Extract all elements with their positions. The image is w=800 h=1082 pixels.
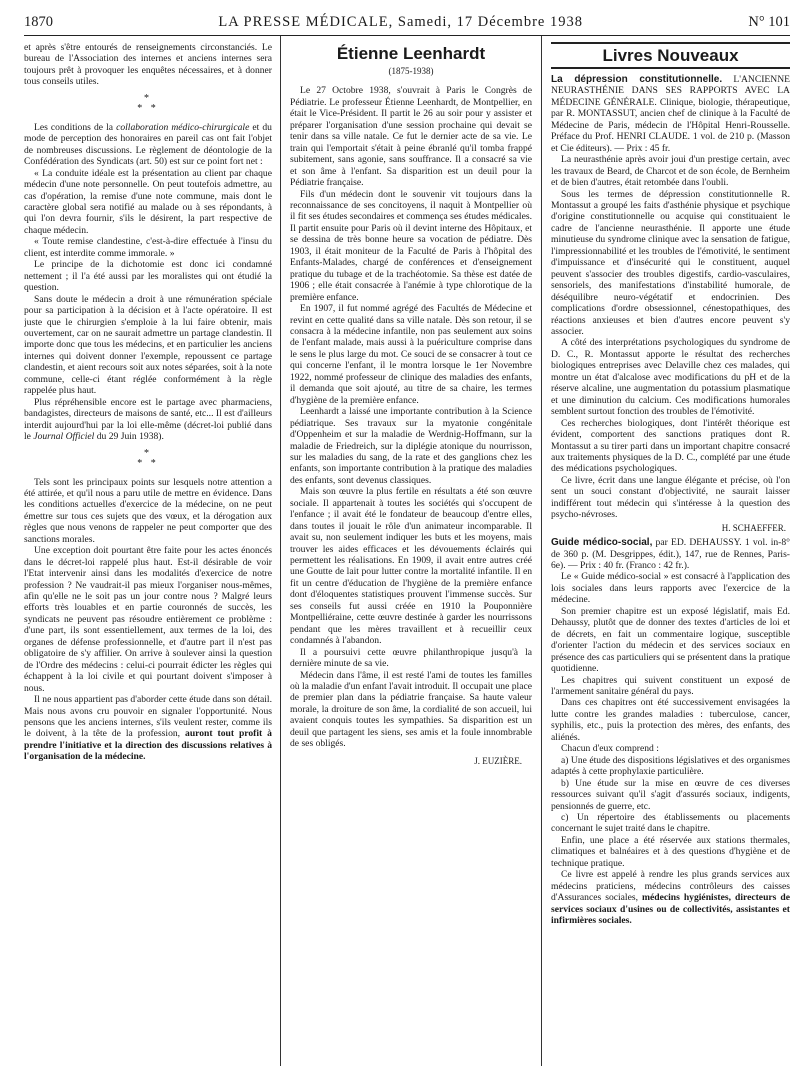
paragraph: Le « Guide médico-social » est consacré à l'application des lois sociales dans leurs rapports avec l'exercice de la médecine. xyxy=(551,571,790,606)
book-entry-heading: La dépression constitutionnelle. L'ANCIENNE NEURASTHÉNIE DANS SES RAPPORTS AVEC LA MÉDECINE GÉNÉRALE. Clinique, biologie, thérapeutique, par R. MONTASSUT, ancien chef de clinique à la Faculté de Médecine de Paris, médecin de l'Hôpital Henri-Rousselle. Préface du Prof. HENRI CLAUDE. 1 vol. de 210 p. (Masson et Cie éditeurs). — Prix : 45 fr. xyxy=(551,74,790,154)
paragraph: Sans doute le médecin a droit à une rémunération spéciale pour sa participation à la décision et à l'acte opératoire. Il est juste que le chirurgien s'emploie à la lui faire obtenir, mais ouvertement, car on ne saurait admettre un partage clandestin. Il importe donc que tous les médecins, et en particulier les anciens internes qui doivent donner l'exemple, repoussent ce partage clandestin, et aient recours soit aux notes séparées, soit à la note commune, celle-ci étant réglée conformément à la règle rappelée plus haut. xyxy=(24,293,272,397)
paragraph: Médecin dans l'âme, il est resté l'ami de toutes les familles où la maladie d'un enfant l'avait introduit. Il occupait une place de premier plan dans la pédiatrie française. Sa haute valeur morale, la droiture de son âme, la cordialité de son accueil, lui avaient conquis toutes les sympathies. Sa disparition est un deuil que partagent les siens, ses amis et la foule innombrable de ses obligés. xyxy=(290,669,532,750)
paragraph: Fils d'un médecin dont le souvenir vit toujours dans la reconnaissance de ses concitoyens, il naquit à Montpellier où il fit ses études secondaires et commença ses études médicales. Il partit ensuite pour Paris où il devint interne des Hôpitaux, et se dessina de très bonne heure sa vocation de pédiatre. Dès 1903, il était moniteur de la Faculté de Paris à l'hôpital des Enfants-Malades, chargé de conférences et d'enseignement pratique du tubage et de la trachéotomie. Sa thèse est datée de 1906 ; elle était consacrée à l'anémie à type chlorotique de la première enfance. xyxy=(290,188,532,303)
section-title: Livres Nouveaux xyxy=(551,42,790,69)
publication-title: LA PRESSE MÉDICALE, Samedi, 17 Décembre 1938 xyxy=(218,14,583,30)
column-middle xyxy=(280,36,542,1066)
paragraph: Mais son œuvre la plus fertile en résultats a été son œuvre sociale. Il appartenait à toutes les sociétés qui s'occupent de l'enfance ; il avait été le fondateur de beaucoup d'entre elles, dans toutes il jouait le rôle d'un animateur incomparable. Il avait su, non seulement indiquer les buts et les moyens, mais trouver les aides efficaces et les dévouements éclairés qui permettent les réalisations. En 1909, il avait entre autres créé une Goutte de lait pour lutter contre la mortalité infantile. Il en fit un centre d'éducation de l'hygiène de la première enfance dont d'éloquentes statistiques prouvent l'immense succès. Sur ses conseils fut aussi créée en 1910 la Pouponnière Montpelliéraine, cette œuvre destinée à garder les nourrissons pendant que les mères travaillent et à recueillir ceux condamnés à l'abandon. xyxy=(290,486,532,647)
page-header xyxy=(24,12,790,32)
paragraph: Leenhardt a laissé une importante contribution à la Science pédiatrique. Ses travaux sur la myatonie congénitale d'Oppenheim et sur la maladie de Werdnig-Hoffmann, sur la maladie de Friedreich, sur la diplégie atonique du nourrisson, sur les maladies du sang, de la rate et des ganglions chez les enfants, son importante contribution à la pratique des maladies des enfants, sont devenus classiques. xyxy=(290,406,532,486)
page-number: 1870 xyxy=(24,14,53,30)
paragraph: En 1907, il fut nommé agrégé des Facultés de Médecine et revint en cette qualité dans sa ville natale. Dès son retour, il se consacra à la médecine infantile, non pas seulement aux soins de l'enfant malade, mais aussi à la puériculture comprise dans le sens le plus large du mot. Ce souci de se consacrer à tout ce qui concerne l'enfant, il le montra lorsque le 1er Novembre 1922, nommé professeur de clinique des maladies des enfants, il demanda que soit ajouté, au titre de sa chaire, les termes d'hygiène de la première enfance. xyxy=(290,303,532,406)
paragraph: Les conditions de la collaboration médico-chirurgicale et du mode de perception des honoraires en pareil cas ont fait l'objet de nombreuses discussions. Le règlement de déontologie de la Confédération des Syndicats (art. 50) est sur ce point fort net : xyxy=(24,121,272,168)
paragraph: Ce livre, écrit dans une langue élégante et précise, où l'on sent un souci constant d'objectivité, ne saurait laisser indifférent tout médecin qui s'intéresse à la question des psycho-névroses. xyxy=(551,474,790,521)
paragraph: Il ne nous appartient pas d'aborder cette étude dans son détail. Mais nous avons cru pouvoir en signaler l'opportunité. Nous pensons que les anciens internes, s'ils veulent rester, comme ils le doivent, à la tête de la profession, auront tout profit à prendre l'initiative et la direction des discussions relatives à l'organisation de la médecine. xyxy=(24,694,272,763)
issue-number: N° 101 xyxy=(748,14,790,30)
paragraph: Chacun d'eux comprend : xyxy=(561,743,659,755)
list-item: b) Une étude sur la mise en œuvre de ces diverses ressources suivant qu'il s'agit d'assurés sociaux, indigents, pensionnés de guerre, etc. xyxy=(551,777,790,812)
signature: J. EUZIÈRE. xyxy=(474,755,522,766)
paragraph: et après s'être entourés de renseignements circonstanciés. Le bureau de l'Association des internes et anciens internes sera toujours prêt à provoquer les enquêtes nécessaires, et à donner tous conseils utiles. xyxy=(24,42,272,88)
paragraph: Enfin, une place a été réservée aux stations thermales, climatiques et balnéaires et à des questions d'hygiène et de technique pratique. xyxy=(551,834,790,869)
paragraph: Ces recherches biologiques, dont l'intérêt théorique est évident, comportent des sanctions pratiques dont R. Montassut a su tirer parti dans un important chapitre consacré aux traitements physiques de la D. C., complété par une étude des médications psychologiques. xyxy=(551,417,790,475)
separator-stars: * * * xyxy=(137,92,159,114)
book-entry-heading: Guide médico-social, par ED. DEHAUSSY. 1 vol. in-8° de 360 p. (M. Desgrippes, édit.), 147, rue de Rennes, Paris-6e). — Prix : 40 fr. (Franco : 42 fr.). xyxy=(551,537,790,572)
paragraph: Sous les termes de dépression constitutionnelle R. Montassut a groupé les faits d'asthénie physique et psychique d'origine constitutionnelle ou acquise qui constituaient le cadre de l'ancienne neurasthénie. Il apporte une étude minutieuse du syndrome clinique avec la sensation de fatigue, l'impressionnabilité et les troubles de l'émotivité, le sentiment d'impuissance et d'insécurité qui le constituent, auquel peuvent s'associer des troubles digestifs, cardio-vasculaires, sensoriels, des manifestations d'instabilité humorale, de déséquilibre neuro-végétatif et endocrinien. Des complications d'ordre obsessionnel, cénestopathiques, des réactions anxieuses et bien d'autres encore peuvent s'y associer. xyxy=(551,188,790,337)
paragraph: Ce livre est appelé à rendre les plus grands services aux médecins praticiens, médecins contrôleurs des caisses d'Assurances sociales, médecins hygiénistes, directeurs de services sociaux d'usines ou de collectivités, assistantes et infirmières sociales. xyxy=(551,869,790,927)
obituary-dates: (1875-1938) xyxy=(388,66,434,76)
list-item: a) Une étude des dispositions législatives et des organismes adaptés à cette prophylaxie particulière. xyxy=(551,754,790,778)
quote-paragraph: « Toute remise clandestine, c'est-à-dire effectuée à l'insu du client, est interdite comme immorale. » xyxy=(24,236,272,259)
obituary-title: Étienne Leenhardt xyxy=(336,44,486,63)
paragraph: La neurasthénie après avoir joui d'un prestige certain, avec les travaux de Beard, de Charcot et de son école, de Bernheim et de bien d'autres, était retombée dans l'oubli. xyxy=(551,154,790,189)
paragraph: Le principe de la dichotomie est donc ici condamné nettement ; il l'a été aussi par les moralistes qui ont étudié la question. xyxy=(24,259,272,294)
paragraph: A côté des interprétations psychologiques du syndrome de D. C., R. Montassut apporte le résultat des recherches biologiques entreprises avec Delaville chez ces malades, qui montre un état d'alcalose avec modifications du pH et de la réserve alcaline, une augmentation du potassium plasmatique et une diminution du calcium. Ces modifications humorales semblent surtout fonction des troubles de l'émotivité. xyxy=(551,337,790,418)
paragraph: Les chapitres qui suivent constituent un exposé de l'armement sanitaire général du pays. xyxy=(551,674,790,698)
column-right xyxy=(542,36,790,1066)
paragraph: Son premier chapitre est un exposé législatif, mais Ed. Dehaussy, plutôt que de donner des textes d'articles de loi et de décrets, en fait un commentaire logique, susceptible d'orienter l'action du médecin et des services sociaux en présence des cas particuliers qui se présentent dans la pratique quotidienne. xyxy=(551,605,790,675)
separator-stars: * * * xyxy=(137,447,159,469)
quote-paragraph: « La conduite idéale est la présentation au client par chaque médecin d'une note personnelle. On peut toutefois admettre, au cas d'opération, la remise d'une note commune, mais dont le caractère global sera notifié au malade ou à ses répondants, à qui l'on devra fournir, s'ils le désirent, la part respective de chaque médecin. xyxy=(24,167,272,236)
paragraph: Tels sont les principaux points sur lesquels notre attention a été attirée, et qu'il nous a paru utile de mettre en évidence. Dans les conditions actuelles d'exercice de la médecine, on ne peut émettre sur tous ces sujets que des vœux, et la dérogation aux règles que nous venons de rappeler ne peut comporter que des sanctions morales. xyxy=(24,476,272,545)
signature: H. SCHAEFFER. xyxy=(721,522,786,533)
paragraph: Dans ces chapitres ont été successivement envisagées la lutte contre les grandes maladies : tuberculose, cancer, syphilis, etc., puis la protection des mères, des enfants, des aliénés. xyxy=(551,697,790,743)
columns xyxy=(24,36,790,1066)
paragraph: Plus répréhensible encore est le partage avec pharmaciens, bandagistes, directeurs de maisons de santé, etc... Il est d'ailleurs interdit aujourd'hui par la loi elle-même (décret-loi publié dans le Journal Officiel du 29 Juin 1938). xyxy=(24,396,272,443)
paragraph: Il a poursuivi cette œuvre philanthropique jusqu'à la dernière minute de sa vie. xyxy=(290,646,532,670)
paragraph: Une exception doit pourtant être faite pour les actes énoncés dans le décret-loi rappelé plus haut. Est-il désirable de voir l'Etat intervenir ainsi dans les modalités d'exercice de notre profession ? Ne vaudrait-il pas mieux l'organiser nous-mêmes, afin qu'elle ne le soit pas un jour contre nous ? Malgré leurs efforts très louables et en partie couronnés de succès, les syndicats ne peuvent pas résoudre entièrement ce problème : d'une part, ils sont essentiellement, aux termes de la loi, des organes de défense professionnelle, et d'autre part il n'est pas obligatoire de s'y affilier. On arrive à soulever ainsi la question de l'Ordre des médecins : celui-ci pourrait édicter les règles qui échappent à la loi civile et qui pourtant doivent s'imposer à nous. xyxy=(24,545,272,694)
paragraph: Le 27 Octobre 1938, s'ouvrait à Paris le Congrès de Pédiatrie. Le professeur Étienne Leenhardt, de Montpellier, en était le Vice-Président. Il partit le 26 au soir pour y assister et préparer l'organisation d'une session prochaine qui devait se tenir dans sa ville natale. Ce fut le dernier acte de sa vie. Le train qui l'emportait s'était à peine ébranlé qu'il tomba frappé subitement, sans agonie, sans souffrance. Il a consacré sa vie et son âme à l'enfant. Sa disparition est un deuil pour la Pédiatrie française. xyxy=(290,85,532,189)
column-left xyxy=(24,36,280,1066)
list-item: c) Un répertoire des établissements ou placements concernant le sujet traité dans le chapitre. xyxy=(551,812,790,835)
